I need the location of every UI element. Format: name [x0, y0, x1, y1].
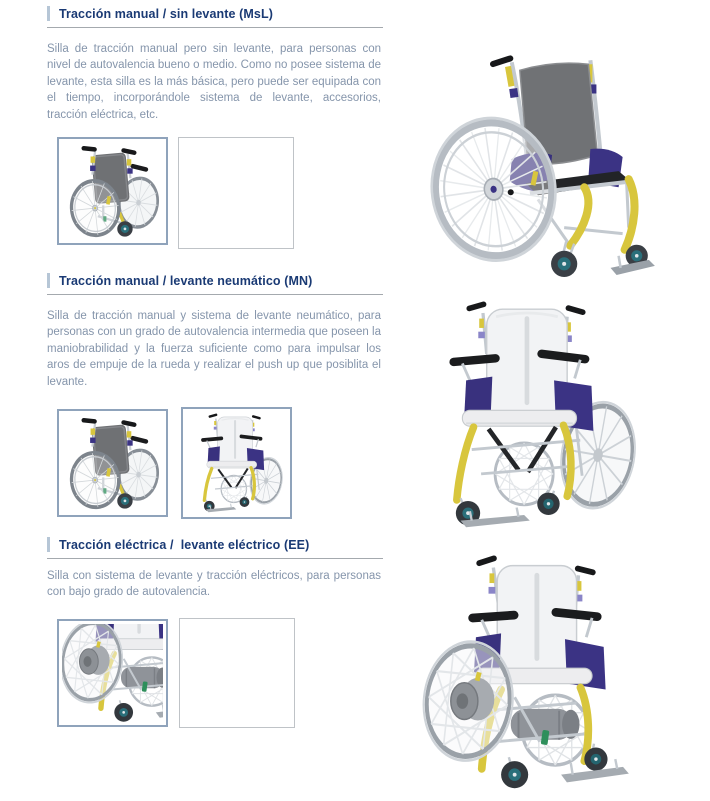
header-accent-bar [47, 273, 50, 288]
thumbnail-box [181, 407, 292, 519]
wheelchair-rear-view-image [62, 142, 163, 240]
section-description: Silla con sistema de levante y tracción eléctricos, para personas con bajo grado de autovalencia. [47, 570, 381, 599]
wheelchair-side-view-image [398, 30, 690, 282]
empty-placeholder-box [178, 137, 294, 249]
section-description: Silla de tracción manual pero sin levante, para personas con nivel de autovalencia bueno o medio. Como no posee sistema de levante, esta silla es la más básica, pero puede ser equipada con el tiempo, incorporándole sistema de levante, accesorios, tracción eléctrica, etc. [47, 43, 381, 121]
section-header [47, 6, 383, 28]
wheelchair-front-view-image [400, 298, 652, 530]
wheelchair-hub-motor-closeup-image [62, 624, 163, 722]
thumbnail-box [57, 137, 168, 245]
section-header [47, 537, 383, 559]
wheelchair-electric-view-image [398, 554, 670, 794]
wheelchair-rear-view-image [62, 414, 163, 512]
thumbnail-box [57, 409, 168, 517]
section-title: Tracción manual / sin levante (MsL) [59, 6, 273, 21]
wheelchair-hero-image-msl [398, 30, 690, 282]
section-title: Tracción eléctrica / levante eléctrico (EE) [59, 537, 310, 552]
header-accent-bar [47, 537, 50, 552]
wheelchair-lifted-front-view-image [186, 412, 287, 514]
section-description: Silla de tracción manual y sistema de levante neumático, para personas con un grado de autovalencia intermedia que poseen la maniobrabilidad y la fuerza suficiente como para impulsar los aros de empuje de la rueda y realizar el push up que posiblita el levante. [47, 310, 381, 388]
section-title: Tracción manual / levante neumático (MN) [59, 273, 313, 288]
section-header [47, 273, 383, 295]
thumbnail-box [57, 619, 168, 727]
header-accent-bar [47, 6, 50, 21]
wheelchair-hero-image-ee [398, 554, 670, 794]
wheelchair-hero-image-mn [400, 298, 652, 530]
empty-placeholder-box [179, 618, 295, 728]
